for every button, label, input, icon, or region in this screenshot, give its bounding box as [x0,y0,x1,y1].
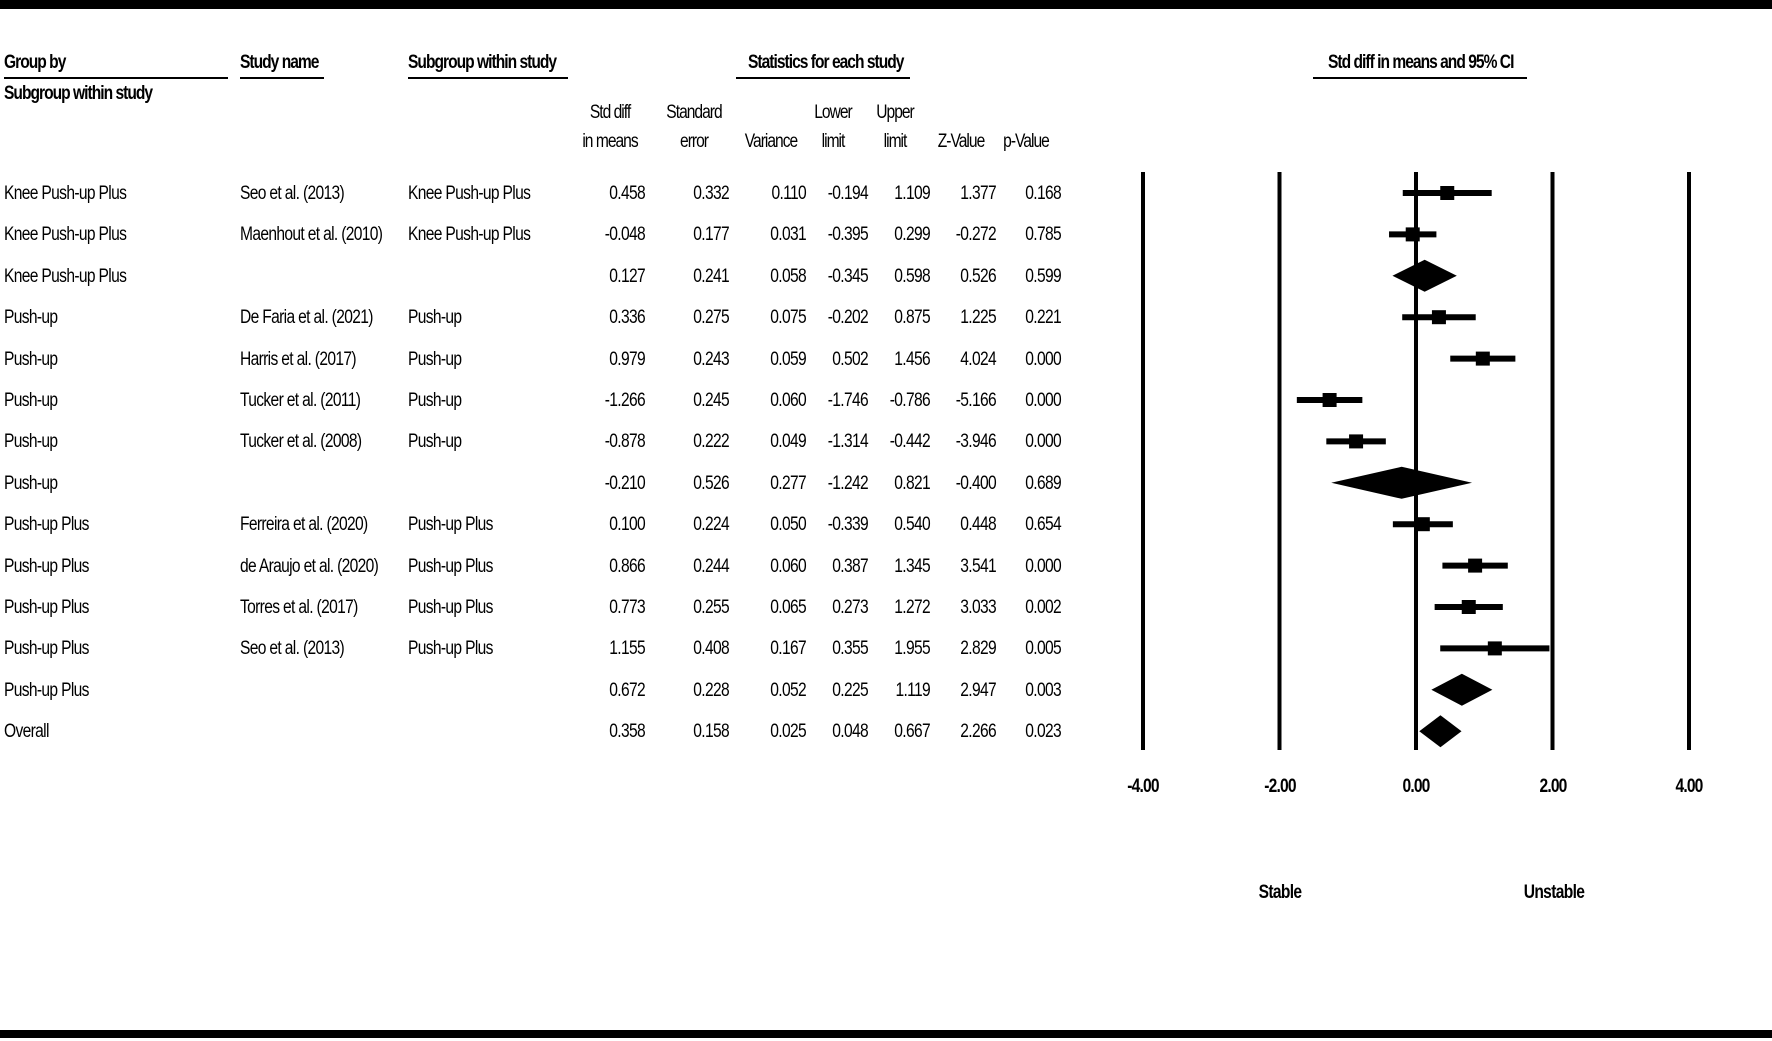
group-cell: Overall [4,721,49,743]
study-name-cell: Harris et al. (2017) [240,348,356,370]
p-cell: 0.005 [1025,638,1061,660]
var-cell: 0.167 [770,638,806,660]
col-header-se-line2: error [680,131,708,152]
study-name-cell: Maenhout et al. (2010) [240,224,383,246]
p-cell: 0.654 [1025,514,1061,536]
group-cell: Push-up Plus [4,555,89,577]
upper-cell: 1.456 [894,348,930,370]
se-cell: 0.244 [693,555,729,577]
smd-cell: 0.358 [609,721,645,743]
var-cell: 0.110 [771,183,806,204]
point-estimate-marker [1468,559,1482,573]
x-tick-label: 4.00 [1675,776,1703,797]
p-cell: 0.000 [1025,555,1061,577]
lower-cell: -1.242 [827,472,868,494]
group-by-underline [4,77,228,79]
col-header-variance-line2: Variance [744,131,798,152]
lower-cell: -0.345 [827,265,868,287]
p-cell: 0.689 [1025,472,1061,494]
z-cell: 1.225 [960,307,996,329]
se-cell: 0.526 [693,472,729,494]
var-cell: 0.059 [770,348,806,370]
col-header-upper-line1: Upper [876,102,914,123]
p-cell: 0.599 [1025,265,1061,287]
study-name-cell: Tucker et al. (2011) [240,390,361,411]
var-cell: 0.060 [770,390,806,411]
z-cell: 2.947 [960,679,996,701]
x-tick-label: 0.00 [1402,776,1430,797]
group-by-header: Group by [4,52,66,73]
group-cell: Knee Push-up Plus [4,183,127,204]
point-estimate-marker [1432,310,1446,324]
var-cell: 0.060 [770,555,806,577]
lower-cell: -1.314 [827,431,868,453]
col-header-lower-line1: Lower [814,102,852,123]
subgroup-cell: Knee Push-up Plus [408,224,531,246]
top-rule [0,0,1772,9]
z-cell: 3.541 [960,555,996,577]
upper-cell: 0.821 [894,472,930,494]
group-cell: Push-up [4,431,58,453]
z-cell: 3.033 [960,597,996,618]
se-cell: 0.408 [693,638,729,660]
lower-cell: 0.225 [832,679,868,701]
p-cell: 0.221 [1025,307,1061,329]
p-cell: 0.023 [1025,721,1061,743]
subgroup-cell: Push-up Plus [408,555,493,577]
se-cell: 0.224 [693,514,729,536]
col-header-z-line2: Z-Value [937,131,985,152]
se-cell: 0.243 [693,348,729,370]
group-cell: Push-up Plus [4,597,89,618]
z-cell: 4.024 [960,348,996,370]
col-header-smd-line2: in means [582,131,638,152]
plot-underline [1313,77,1527,79]
subgroup-cell: Push-up Plus [408,638,493,660]
se-cell: 0.222 [693,431,729,453]
upper-cell: 1.109 [894,183,930,204]
group-cell: Push-up [4,390,58,411]
upper-cell: -0.442 [889,431,930,453]
p-cell: 0.000 [1025,348,1061,370]
lower-cell: -0.202 [827,307,868,329]
lower-cell: -0.395 [827,224,868,246]
summary-diamond [1392,260,1456,292]
study-name-header: Study name [240,52,319,73]
study-name-cell: Tucker et al. (2008) [240,431,362,453]
subgroup-cell: Push-up [408,348,462,370]
upper-cell: 1.345 [894,555,930,577]
var-cell: 0.065 [770,597,806,618]
p-cell: 0.002 [1025,597,1061,618]
study-name-cell: Seo et al. (2013) [240,638,345,660]
smd-cell: 0.100 [609,514,645,536]
group-by-sub-header: Subgroup within study [4,83,153,104]
smd-cell: -1.266 [604,390,645,411]
point-estimate-marker [1476,352,1490,366]
z-cell: 1.377 [960,183,996,204]
upper-cell: 1.955 [894,638,930,660]
z-cell: -5.166 [955,390,996,411]
z-cell: 0.448 [960,514,996,536]
subgroup-header: Subgroup within study [408,52,557,73]
smd-cell: 0.866 [609,555,645,577]
unstable-label: Unstable [1523,882,1585,903]
se-cell: 0.245 [693,390,729,411]
x-tick-label: -2.00 [1263,776,1296,797]
group-cell: Push-up [4,472,58,494]
z-cell: -3.946 [955,431,996,453]
col-header-se-line1: Standard [666,102,722,123]
x-tick-label: -4.00 [1127,776,1159,797]
col-header-upper-line2: limit [883,131,907,152]
lower-cell: -0.194 [827,183,868,204]
summary-diamond [1419,715,1461,747]
smd-cell: 0.672 [609,679,645,701]
lower-cell: 0.355 [832,638,868,660]
var-cell: 0.277 [770,472,806,494]
subgroup-cell: Push-up [408,431,462,453]
smd-cell: -0.048 [604,224,645,246]
group-cell: Push-up Plus [4,514,89,536]
point-estimate-marker [1462,600,1476,614]
var-cell: 0.049 [770,431,806,453]
lower-cell: 0.387 [832,555,868,577]
lower-cell: 0.502 [832,348,868,370]
lower-cell: -1.746 [827,390,868,411]
study-name-cell: De Faria et al. (2021) [240,307,373,329]
point-estimate-marker [1406,227,1420,241]
p-cell: 0.003 [1025,679,1061,701]
z-cell: -0.400 [955,472,996,494]
study-name-cell: Ferreira et al. (2020) [240,514,368,536]
subgroup-cell: Knee Push-up Plus [408,183,531,204]
se-cell: 0.255 [693,597,729,618]
group-cell: Knee Push-up Plus [4,224,127,246]
stats-underline [736,77,910,79]
col-header-lower-line2: limit [821,131,845,152]
point-estimate-marker [1440,186,1454,200]
p-cell: 0.000 [1025,390,1061,411]
var-cell: 0.025 [770,721,806,743]
p-cell: 0.000 [1025,431,1061,453]
group-cell: Push-up Plus [4,638,89,660]
study-name-cell: Torres et al. (2017) [240,597,358,618]
upper-cell: -0.786 [889,390,930,411]
x-tick-label: 2.00 [1538,776,1567,797]
stats-title: Statistics for each study [748,52,904,73]
study-name-underline [240,77,324,79]
upper-cell: 1.272 [894,597,930,618]
se-cell: 0.177 [693,224,729,246]
subgroup-cell: Push-up Plus [408,597,493,618]
upper-cell: 0.875 [894,307,930,329]
smd-cell: -0.878 [604,431,645,453]
upper-cell: 0.598 [894,265,930,287]
se-cell: 0.228 [693,679,729,701]
point-estimate-marker [1416,517,1430,531]
point-estimate-marker [1323,393,1337,407]
z-cell: 2.829 [960,638,996,660]
subgroup-cell: Push-up [408,390,462,411]
lower-cell: 0.273 [832,597,868,618]
summary-diamond [1331,467,1472,499]
group-cell: Push-up [4,307,58,329]
subgroup-cell: Push-up Plus [408,514,493,536]
upper-cell: 0.299 [894,224,930,246]
var-cell: 0.075 [770,307,806,329]
forest-plot [1100,160,1720,780]
point-estimate-marker [1488,641,1502,655]
z-cell: -0.272 [955,224,996,246]
se-cell: 0.241 [693,265,729,287]
summary-diamond [1431,674,1492,706]
upper-cell: 1.119 [895,679,930,701]
var-cell: 0.031 [770,224,806,246]
group-cell: Knee Push-up Plus [4,265,127,287]
smd-cell: 0.458 [609,183,645,204]
p-cell: 0.785 [1025,224,1061,246]
var-cell: 0.050 [770,514,806,536]
col-header-smd-line1: Std diff [589,102,631,123]
stable-label: Stable [1258,882,1302,903]
bottom-rule [0,1030,1772,1038]
study-name-cell: Seo et al. (2013) [240,183,345,204]
group-cell: Push-up Plus [4,679,89,701]
se-cell: 0.275 [693,307,729,329]
var-cell: 0.052 [770,679,806,701]
z-cell: 0.526 [960,265,996,287]
subgroup-cell: Push-up [408,307,462,329]
smd-cell: 0.127 [609,265,645,287]
smd-cell: 0.336 [609,307,645,329]
lower-cell: 0.048 [832,721,868,743]
upper-cell: 0.667 [894,721,930,743]
var-cell: 0.058 [770,265,806,287]
smd-cell: -0.210 [604,472,645,494]
point-estimate-marker [1349,434,1363,448]
se-cell: 0.332 [693,183,729,204]
se-cell: 0.158 [693,721,729,743]
upper-cell: 0.540 [894,514,930,536]
plot-title: Std diff in means and 95% CI [1328,52,1514,73]
lower-cell: -0.339 [827,514,868,536]
smd-cell: 0.773 [609,597,645,618]
study-name-cell: de Araujo et al. (2020) [240,555,379,577]
group-cell: Push-up [4,348,58,370]
z-cell: 2.266 [960,721,996,743]
subgroup-underline [408,77,568,79]
smd-cell: 1.155 [609,638,645,660]
col-header-p-line2: p-Value [1003,131,1049,152]
p-cell: 0.168 [1025,183,1061,204]
smd-cell: 0.979 [609,348,645,370]
